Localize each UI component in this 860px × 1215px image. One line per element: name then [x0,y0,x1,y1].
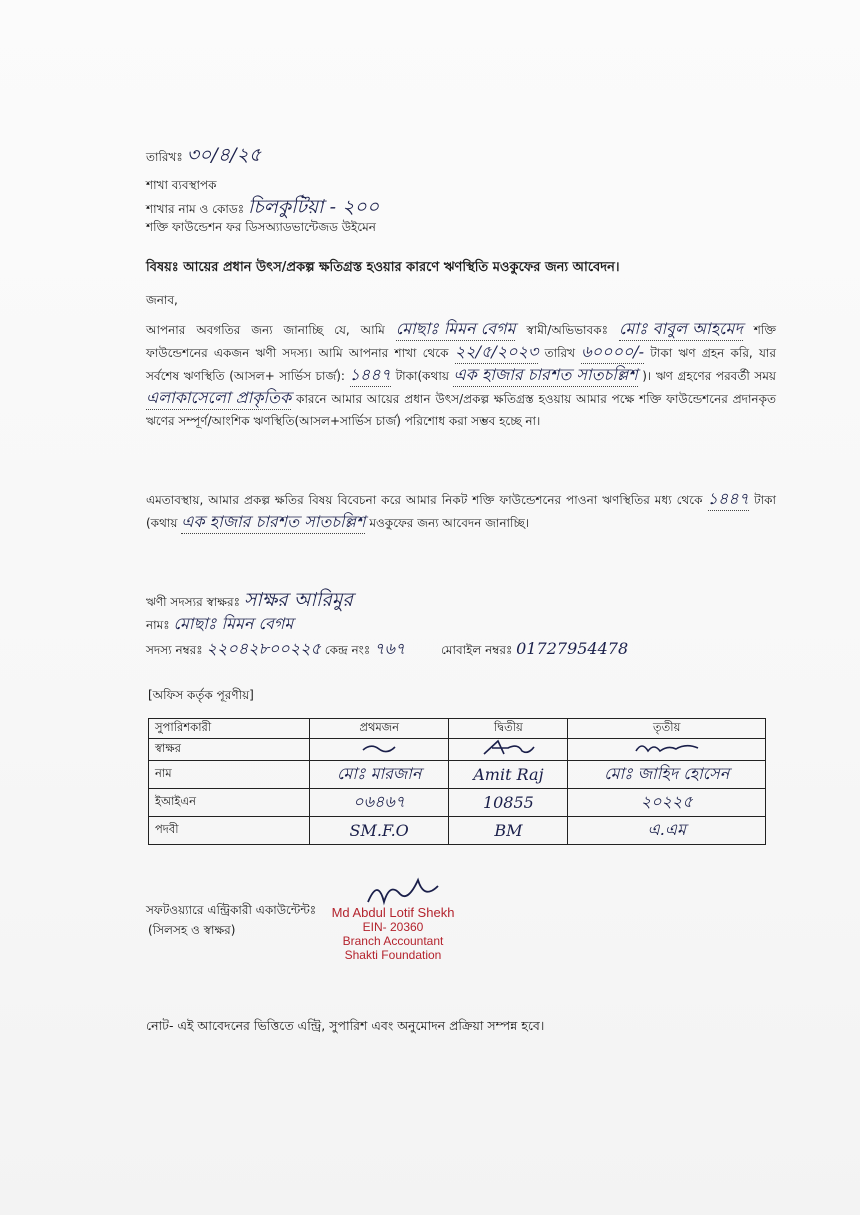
row-label: পদবী [149,817,310,845]
p1-text-c: শক্তি ফাউন্ডেশনের একজন ঋণী সদস্য। আমি আপনার শাখা থেকে [146,323,776,360]
outstanding-words-hand: এক হাজার চারশত সাতচল্লিশ [453,364,637,387]
cell: মোঃ জাহিদ হোসেন [568,761,766,789]
signature-cell [310,739,449,761]
loan-date-hand: ২২/৫/২০২৩ [455,341,539,364]
cell: ২০২২৫ [568,789,766,817]
paragraph-1 [146,318,776,432]
signature-mark [632,739,702,757]
member-sign-hand: সাক্ষর আরিমুর [243,589,353,611]
signature-mark [359,741,399,755]
p2-text-c: মওকুফের জন্য আবেদন জানাচ্ছি। [369,516,530,530]
branch-name-label: শাখার নাম ও কোডঃ [146,202,245,216]
member-sign-label: ঋণী সদস্যর স্বাক্ষরঃ [146,595,240,609]
p1-text-a: আপনার অবগতির জন্য জানাচ্ছি যে, আমি [146,323,385,337]
cell: SM.F.O [310,817,449,845]
signature-cell [449,739,568,761]
stamp-org: Shakti Foundation [344,948,442,962]
table-row [149,789,766,817]
cell: BM [449,817,568,845]
p1-text-b: স্বামী/অভিভাবকঃ [526,323,608,337]
member-name-hand: মোছাঃ মিমন বেগম [173,614,294,633]
reason-hand: এলাকাসেলো প্রাকৃতিক [146,387,291,410]
col-header: প্রথমজন [310,719,449,739]
member-name-label: নামঃ [146,618,170,632]
member-no-hand: ২২০৪২৮০০২২৫ [206,639,321,658]
row-label: নাম [149,761,310,789]
center-hand: ৭৬৭ [374,639,406,658]
col-header: দ্বিতীয় [449,719,568,739]
stamp-role: Branch Accountant [342,934,444,948]
table-row [149,817,766,845]
applicant-name-hand: মোছাঃ মিমন বেগম [396,318,516,341]
accountant-label: সফটওয়্যারে এন্ট্রিকারী একাউন্টেন্টঃ [146,903,317,917]
date-row [146,141,261,173]
guardian-hand: মোঃ বাবুল আহমেদ [619,318,743,341]
p2-text-b: টাকা (কথায় [146,493,776,530]
member-name-row [146,611,293,638]
stamp-ein: EIN- 20360 [362,920,424,934]
p1-text-g: )। ঋণ গ্রহণের পরবর্তী সময় [642,369,776,383]
cell: Amit Raj [449,761,568,789]
branch-manager: শাখা ব্যবস্থাপক [146,178,217,192]
date-label: তারিখঃ [146,150,183,164]
office-heading: [অফিস কর্তৃক পূরণীয়] [148,688,254,702]
col-header: সুপারিশকারী [149,719,310,739]
accountant-sub-label: (সিলসহ ও স্বাক্ষর) [148,923,236,937]
paragraph-2 [146,488,776,534]
signature-mark [478,739,538,757]
signature-cell [568,739,766,761]
cell: 10855 [449,789,568,817]
stamp-name: Md Abdul Lotif Shekh [331,905,455,920]
p1-text-h: কারনে আমার আয়ের প্রধান উৎস/প্রকল্প ক্ষতিগ্রস্ত হওয়ায় আমার পক্ষে শক্তি ফাউন্ডেশনের প্রদানকৃত ঋণের সম্পূর্ণ/আংশিক ঋণস্থিতি(আসল+সার্ভিস চার্জ) পরিশোধ করা সম্ভব হচ্ছে না। [146,392,776,428]
table-header-row [149,719,766,739]
cell: ০৬৪৬৭ [310,789,449,817]
accountant-stamp [318,906,468,962]
table-row [149,761,766,789]
member-no-label: সদস্য নম্বরঃ [146,643,203,657]
office-table [148,718,766,845]
subject-line: বিষয়ঃ আয়ের প্রধান উৎস/প্রকল্প ক্ষতিগ্রস্ত হওয়ার কারণে ঋণস্থিতি মওকুফের জন্য আবেদন। [146,260,620,275]
branch-name-value: চিলকুটিয়া - ২০০ [247,196,380,218]
table-row [149,739,766,761]
mobile-hand: 01727954478 [516,639,629,658]
waiver-words-hand: এক হাজার চারশত সাতচল্লিশ [181,511,365,534]
outstanding-hand: ১৪৪৭ [350,364,392,387]
col-header: তৃতীয় [568,719,766,739]
date-value: ৩০/৪/২৫ [186,144,262,166]
p1-text-d: তারিখ [544,346,575,360]
p1-text-f: টাকা(কথায় [395,369,449,383]
waiver-amount-hand: ১৪৪৭ [708,488,750,511]
row-label: ইআইএন [149,789,310,817]
cell: মোঃ মারজান [310,761,449,789]
mobile-label: মোবাইল নম্বরঃ [440,643,513,657]
member-numbers-row [146,636,628,663]
center-label: কেন্দ্র নংঃ [324,643,371,657]
row-label: স্বাক্ষর [149,739,310,761]
loan-amount-hand: ৬০০০০/- [581,341,644,364]
org-line: শক্তি ফাউন্ডেশন ফর ডিসঅ্যাডভান্টেজড উইমেন [146,220,376,234]
note: নোট- এই আবেদনের ভিত্তিতে এন্ট্রি, সুপারিশ এবং অনুমোদন প্রক্রিয়া সম্পন্ন হবে। [146,1018,545,1033]
p1-text-e: টাকা ঋণ গ্রহন করি, যার সর্বশেষ ঋণস্থিতি (আসল+ সার্ভিস চার্জ): [146,346,776,383]
cell: এ.এম [568,817,766,845]
p2-text-a: এমতাবস্থায়, আমার প্রকল্প ক্ষতির বিষয় বিবেচনা করে আমার নিকট শক্তি ফাউন্ডেশনের পাওনা ঋণস্থিতির মধ্য থেকে [146,493,703,507]
salutation: জনাব, [146,293,178,307]
